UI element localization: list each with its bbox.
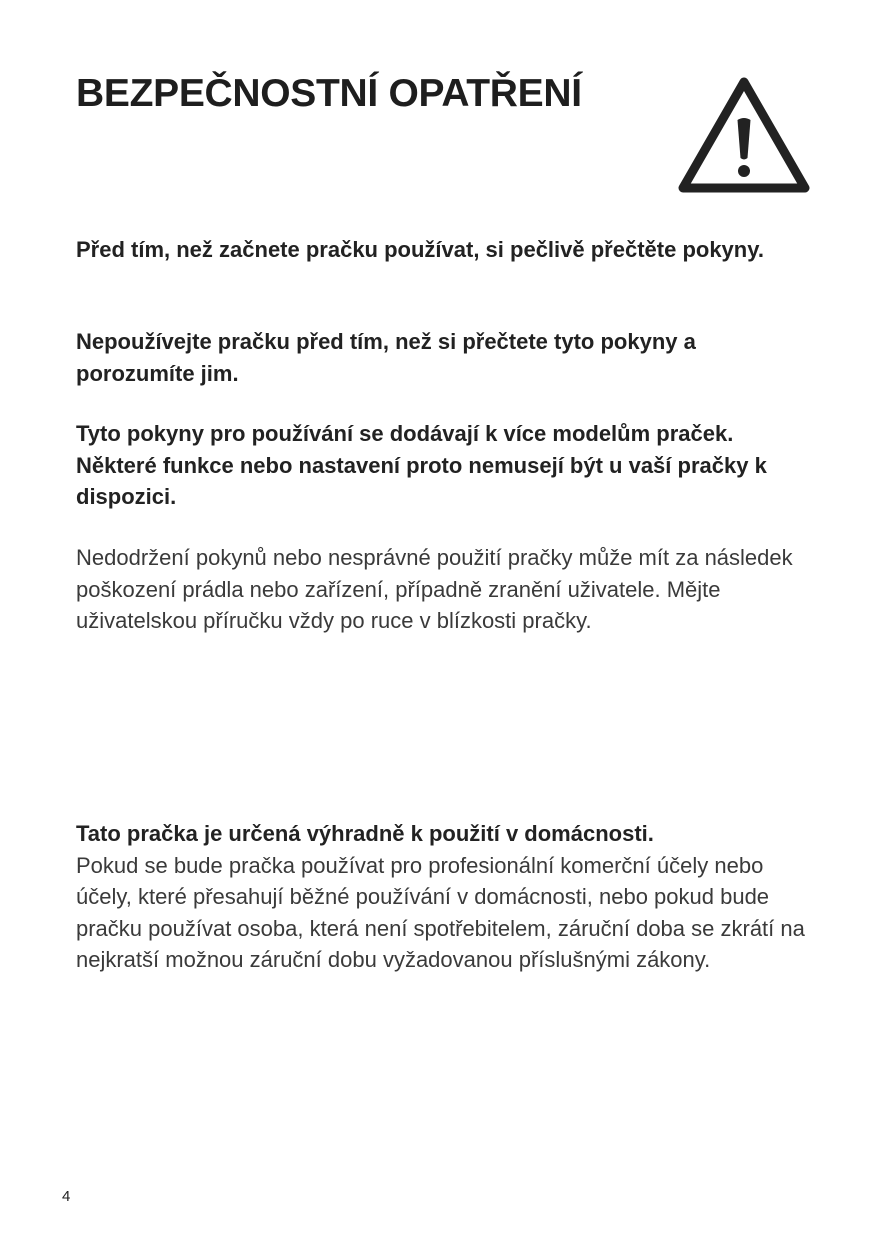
multiple-models-paragraph: Tyto pokyny pro používání se dodávají k více modelům praček. Některé funkce nebo nastavení proto nemusejí být u vaší pračky k dispozici. (76, 421, 767, 509)
do-not-use-paragraph: Nepoužívejte pračku před tím, než si přečtete tyto pokyny a porozumíte jim. (76, 329, 696, 386)
page-title: BEZPEČNOSTNÍ OPATŘENÍ (76, 72, 582, 115)
page-number: 4 (62, 1188, 71, 1205)
read-instructions-paragraph: Před tím, než začnete pračku používat, si pečlivě přečtěte pokyny. (76, 237, 764, 262)
household-use-lead: Tato pračka je určená výhradně k použití v domácnosti. (76, 821, 654, 846)
household-use-body: Pokud se bude pračka používat pro profesionální komerční účely nebo účely, které přesahují běžné používání v domácnosti, nebo pokud bude pračku používat osoba, která není spotřebitelem, záruční doba se zkrátí na nejkratší možnou záruční dobu vyžadovanou příslušnými zákony. (76, 852, 805, 972)
household-use-section (76, 818, 816, 976)
non-compliance-paragraph: Nedodržení pokynů nebo nesprávné použití pračky může mít za následek poškození prádla nebo zařízení, případně zranění uživatele. Mějte uživatelskou příručku vždy po ruce v blízkosti pračky. (76, 545, 793, 633)
warning-triangle-icon (678, 76, 810, 194)
